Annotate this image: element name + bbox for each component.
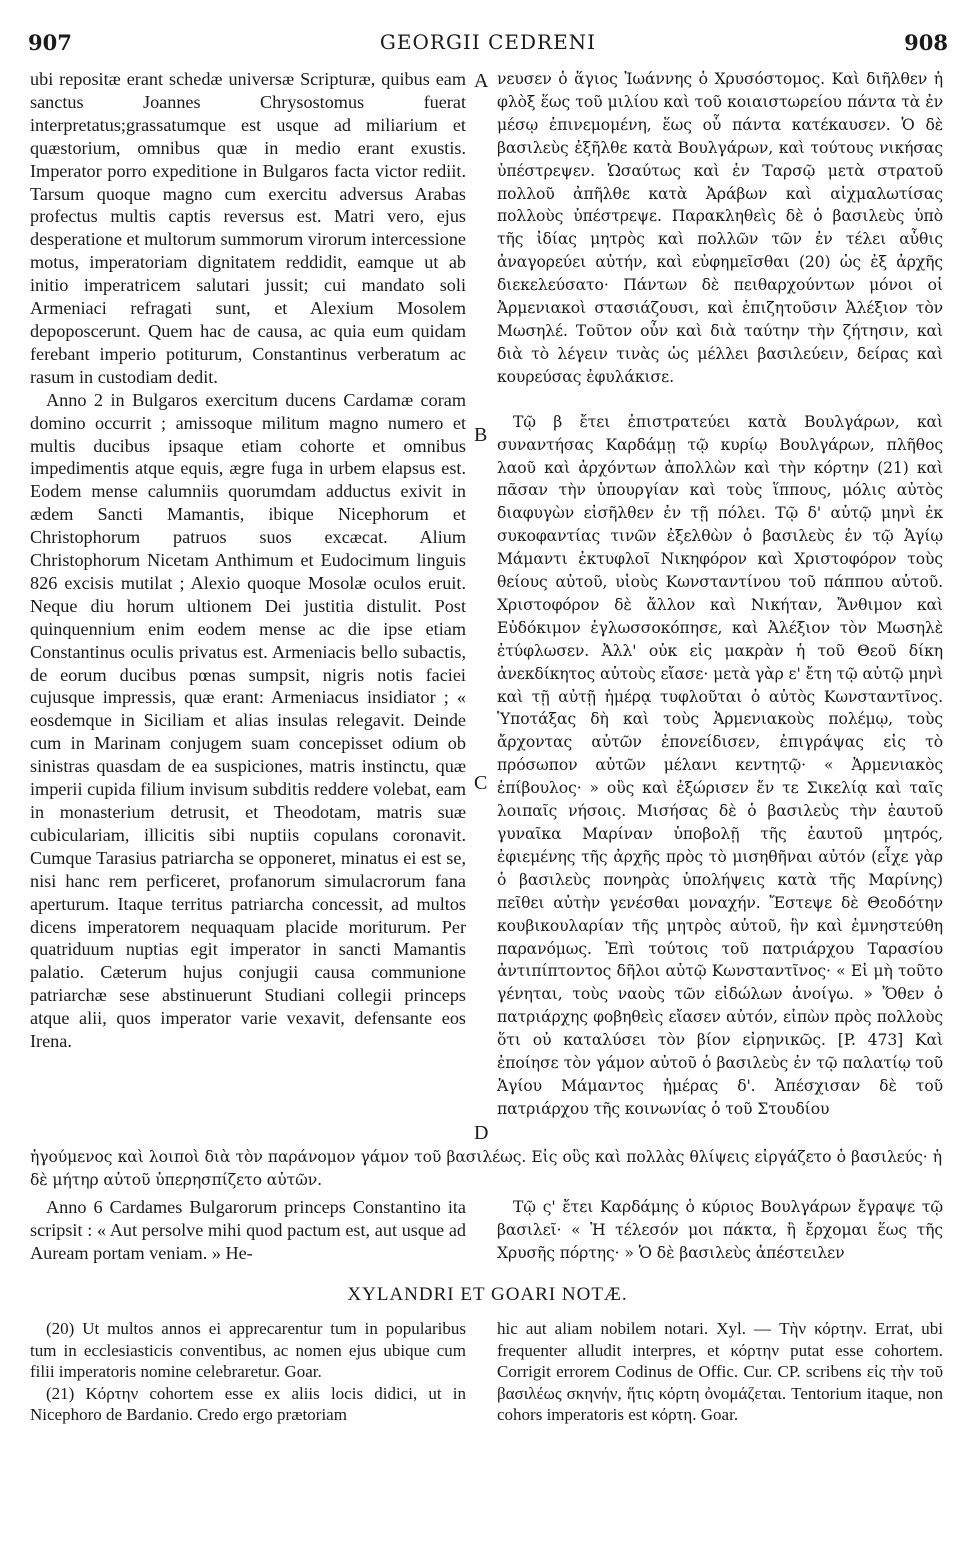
notes-heading: XYLANDRI ET GOARI NOTÆ. <box>347 1284 628 1305</box>
latin-column <box>30 68 466 1053</box>
margin-marker-d: D <box>474 1122 489 1144</box>
page-number-left: 907 <box>28 30 72 55</box>
page-header <box>28 30 948 66</box>
latin-paragraph-2: Anno 2 in Bulgaros exercitum ducens Cardamæ coram domino occurrit ; amissoque militum magno numero et multis ducibus ipsaque etiam cohorte et omnibus impedimentis atque equis, ægre fuga in urbem elapsus est. Eodem mense calumniis quorumdam adductus exivit in ædem Sancti Mamantis, ibique Nicephorum et Christophorum patruos suos excæcat. Alium Christophorum Nicetam Anthimum et Eudocimum linguis 826 excisis mutilat ; Alexio quoque Mosolæ oculos eruit. Neque diu horum ultionem Dei justitia distulit. Post quinquennium enim eodem mense ac die ipse etiam Constantinus oculis privatus est. Armeniacis bello subactis, de eorum ducibus pœnas sumpsit, nigris notis faciei cujusque impressis, quæ erant: Armeniacus insidiator ; « eosdemque in Siciliam et alias insulas relegavit. Deinde cum in Marinam conjugem suam concepisset odium ob sinistras quasdam de ea suspiciones, matris instinctu, quæ imperii cupida filium invisum subditis reddere volebat, eam in monasterium detrusit, et Theodotam, matris suæ cubiculariam, illicitis sibi nuptiis copulans coronavit. Cumque Tarasius patriarcha se opponeret, minatus ei est se, nisi hanc rem perficeret, profanorum simulacrorum fana aperturum. Itaque territus patriarcha concessit, ad multos dicens imperatorem nequaquam placide moriturum. Per quatriduum nuptias egit imperator in sancti Mamantis palatio. Cæterum hujus conjugii causa communione patriarchæ sese abstinuerunt Studiani collegii princeps atque alii, quos imperator varie vexavit, defensante eos Irena. <box>30 389 466 1052</box>
notes-right-column <box>497 1318 943 1426</box>
greek-paragraph-2: Τῷ β ἔτει ἐπιστρατεύει κατὰ Βουλγάρων, καὶ συναντήσας Καρδάμῃ τῷ κυρίῳ Βουλγάρων, πλῆθος λαοῦ καὶ ἀρχόντων ἀπολλὼν καὶ τὴν κόρτην (21) καὶ πᾶσαν τὴν ὑπουργίαν καὶ τοὺς ἵππους, μόλις αὐτὸς διαφυγὼν εἰσῆλθεν ἐν τῇ πόλει. Τῷ δ' αὐτῷ μηνὶ ἐκ συκοφαντίας τινῶν ἐξελθὼν ὁ βασιλεὺς ἐν τῷ Ἁγίῳ Μάμαντι ἐκτυφλοῖ Νικηφόρον καὶ Χριστοφόρον τοὺς θείους αὐτοῦ, υἱοὺς Κωνσταντίνου τοῦ πάππου αὐτοῦ. Χριστοφόρον δὲ ἄλλον καὶ Νικήταν, Ἄνθιμον καὶ Εὐδόκιμον ἐγλωσσοκόπησε, καὶ Ἀλέξιον τὸν Μωσηλὲ ἐτύφλωσεν. Ἀλλ' οὐκ εἰς μακρὰν ἡ τοῦ Θεοῦ δίκη ἀνεκδίκητος αὐτοὺς εἴασε· μετὰ γὰρ ε' ἔτη τῷ αὐτῷ μηνὶ καὶ τῇ αὐτῇ ἡμέρᾳ τυφλοῦται ὁ αὐτὸς Κωνσταντῖνος. Ὑποτάξας δὴ καὶ τοὺς Ἀρμενιακοὺς πολέμῳ, τοὺς ἄρχοντας αὐτῶν ἐπονείδισεν, ἐπιγράψας εἰς τὸ πρόσωπον αὐτῶν μέλανι κεντητῷ· « Ἀρμενιακὸς ἐπίβουλος· » οὓς καὶ ἐξώρισεν ἔν τε Σικελίᾳ καὶ ταῖς λοιπαῖς νήσοις. Μισήσας δὲ ὁ βασιλεὺς τὴν ἑαυτοῦ γυναῖκα Μαρίναν ὑποβολῇ τῆς ἑαυτοῦ μητρός, ἐφιεμένης τῆς ἀρχῆς πρὸς τὸ μισηθῆναι αὐτόν (εἶχε γὰρ ὁ βασιλεὺς πονηρὰς ὑπολήψεις κατὰ τῆς Μαρίνης) πεῖθει αὐτὴν γενέσθαι μοναχήν. Ἔστεψε δὲ Θεοδότην κουβικουλαρίαν τῆς μητρὸς αὐτοῦ, ἣν καὶ ἐμνηστεύθη παρανόμως. Ἐπὶ τούτοις τοῦ πατριάρχου Ταρασίου ἀντιπίπτοντος δῆλοι αὐτῷ Κωνσταντῖνος· « Εἰ μὴ τοῦτο γένηται, τοὺς ναοὺς τῶν εἰδώλων ἀνοίγω. » Ὅθεν ὁ πατριάρχης φοβηθεὶς εἴασεν αὐτόν, εἰπὼν πρὸς πολλοὺς ὅτι οὐ καταλύσει τὸν βίον εἰρηνικῶς. [P. 473] Καὶ ἐποίησε τὸν γάμον αὐτοῦ ὁ βασιλεὺς ἐν τῷ παλατίῳ τοῦ Ἁγίου Μάμαντος ἡμέρας δ'. Ἀπέσχισαν δὲ τοῦ πατριάρχου τῆς κοινωνίας ὁ τοῦ Στουδίου <box>497 412 943 1118</box>
notes-left-column <box>30 1318 466 1426</box>
greek-full-width-continuation: ἡγούμενος καὶ λοιποὶ διὰ τὸν παράνομον γάμον τοῦ βασιλέως. Εἰς οὓς καὶ πολλὰς θλίψεις εἰργάζετο ὁ βασιλεύς· ἡ δὲ μήτηρ αὐτοῦ ὑπερησπίζετο αὐτῶν. <box>30 1148 942 1189</box>
note-20: (20) Ut multos annos ei apprecarentur tum in popularibus tum in ecclesiasticis conventibus, ac nomen ejus ubique cum filii imperatoris nomine celebraretur. Goar. <box>30 1319 466 1381</box>
margin-marker-b: B <box>474 424 488 446</box>
note-21-continued: hic aut aliam nobilem notari. Xyl. — Τὴν κόρτην. Errat, ubi frequenter alludit interpres, et κόρτην putat esse cohortem. Corrigit errorem Codinus de Offic. Cur. CP. scribens εἰς τὴν τοῦ βασιλέως σκηνήν, ἥτις κόρτη ὀνομάζεται. Tentorium itaque, non cohors imperatoris est κόρτη. Goar. <box>497 1319 943 1424</box>
note-21: (21) Κόρτην cohortem esse ex aliis locis didici, ut in Nicephoro de Bardanio. Credo ergo prætoriam <box>30 1383 466 1424</box>
margin-marker-c: C <box>474 772 488 794</box>
page-number-right: 908 <box>904 30 948 55</box>
latin-paragraph-3 <box>30 1196 466 1265</box>
greek-paragraph-1: νευσεν ὁ ἅγιος Ἰωάννης ὁ Χρυσόστομος. Καὶ διῆλθεν ἡ φλὸξ ἕως τοῦ μιλίου καὶ τοῦ κοιαιστωρείου πάντα τὰ ἐν μέσῳ ἐπινεμομένη, ἕως οὗ πάντα κατέκαυσεν. Ὁ δὲ βασιλεὺς ἐξῆλθε κατὰ Βουλγάρων, καὶ τούτους νικήσας ὑπέστρεψεν. Ὡσαύτως καὶ ἐν Ταρσῷ μετὰ στρατοῦ πολλοῦ ἀπῆλθε κατὰ Ἀράβων καὶ αἰχμαλωτίσας πολλοὺς ὑπέστρεψε. Παρακληθεὶς δὲ ὁ βασιλεὺς ὑπὸ τῆς ἰδίας μητρὸς καὶ πολλῶν τῶν ἐν τέλει αὖθις ἀναγορεύει αὐτήν, καὶ εὐφημεῖσθαι (20) ὡς ἐξ ἀρχῆς διεκελεύσατο· Πάντων δὲ πειθαρχούντων μόνοι οἱ Ἀρμενιακοὶ στασιάζουσι, καὶ ἐπιζητοῦσιν Ἀλέξιον τὸν Μωσηλέ. Τοῦτον οὖν καὶ διὰ ταύτην τὴν ζήτησιν, καὶ διὰ τὸ λέγειν τινὰς ὡς μέλλει βασιλεύειν, δείρας καὶ κουρεύσας ἐφυλάκισε. <box>497 70 943 386</box>
latin-paragraph-3-text: Anno 6 Cardames Bulgarorum princeps Constantino ita scripsit : « Aut persolve mihi quod pactum est, aut usque ad Auream portam veniam. » He- <box>30 1197 466 1263</box>
greek-paragraph-3-text: Τῷ ς' ἔτει Καρδάμης ὁ κύριος Βουλγάρων ἔγραψε τῷ βασιλεῖ· « Ἡ τέλεσόν μοι πάκτα, ἢ ἔρχομαι ἕως τῆς Χρυσῆς πόρτης· » Ὁ δὲ βασιλεὺς ἀπέστειλεν <box>497 1198 943 1262</box>
running-title: GEORGII CEDRENI <box>379 30 597 54</box>
margin-marker-a: A <box>474 70 489 92</box>
latin-paragraph-1: ubi repositæ erant schedæ universæ Scripturæ, quibus eam sanctus Joannes Chrysostomus fuerat interpretatus;grassatumque est usque ad miliarium et quæstorium, omnibus quæ in medio erant exustis. Imperator porro expeditione in Bulgaros facta victor rediit. Tarsum quoque magno cum exercitu adversus Arabas profectus multis captis reversus est. Matri vero, ejus desperatione et multorum summorum virorum intercessione motus, imperatoriam dignitatem reddidit, eamque ut ab initio imperatricem salutari jussit; cui mandato soli Armeniaci refragati sunt, et Alexium Mosolem depoposcerunt. Quem hac de causa, ac quia eum quidam ferebant imperio potiturum, Constantinus verberatum ac rasum in custodiam dedit. <box>30 69 466 387</box>
greek-paragraph-3 <box>497 1196 943 1265</box>
greek-column <box>497 68 943 1121</box>
